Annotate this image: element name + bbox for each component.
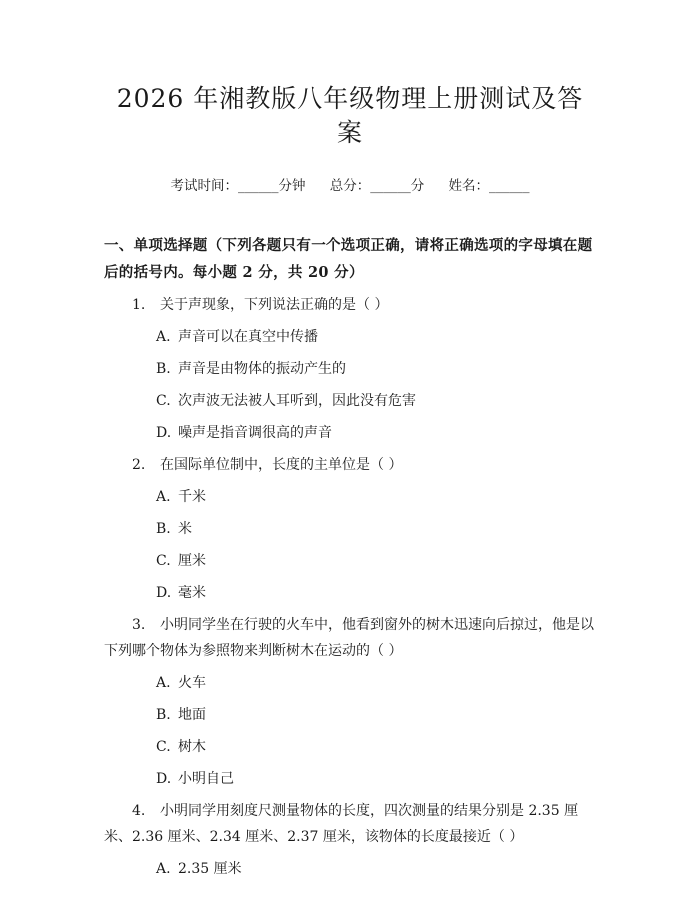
question-stem [104, 612, 596, 664]
question-stem [104, 452, 596, 478]
option-text: 噪声是指音调很高的声音 [178, 425, 332, 441]
option-text: 声音可以在真空中传播 [178, 329, 318, 345]
page-title: 2026 年湘教版八年级物理上册测试及答案 [116, 84, 584, 147]
option-text: 树木 [178, 739, 206, 755]
option-letter: B. [156, 361, 171, 377]
time-label: 考试时间： [170, 178, 238, 194]
option-text: 火车 [178, 675, 206, 691]
question-3 [104, 612, 596, 792]
score-field [330, 176, 425, 196]
option-item [104, 484, 596, 510]
option-item [104, 516, 596, 542]
option-list [104, 856, 596, 882]
question-1 [104, 292, 596, 446]
question-number: 2. [132, 457, 146, 473]
exam-info-line [104, 176, 596, 196]
question-text: 小明同学坐在行驶的火车中，他看到窗外的树木迅速向后掠过，他是以下列哪个物体为参照物来判断树木在运动的（ ） [104, 617, 594, 659]
option-list [104, 670, 596, 792]
option-item [104, 670, 596, 696]
score-unit: 分 [410, 178, 425, 194]
time-unit: 分钟 [278, 178, 306, 194]
option-letter: C. [156, 393, 171, 409]
option-letter: A. [156, 861, 171, 877]
option-text: 千米 [178, 489, 206, 505]
option-text: 地面 [178, 707, 206, 723]
question-text: 关于声现象，下列说法正确的是（ ） [160, 297, 389, 313]
option-letter: D. [156, 585, 172, 601]
question-number: 3. [132, 617, 146, 633]
option-letter: A. [156, 489, 171, 505]
option-text: 米 [178, 521, 192, 537]
question-stem [104, 292, 596, 318]
option-item [104, 580, 596, 606]
name-field [449, 176, 530, 196]
option-text: 小明自己 [178, 771, 234, 787]
question-stem [104, 798, 596, 850]
option-letter: A. [156, 329, 171, 345]
question-2 [104, 452, 596, 606]
option-text: 2.35 厘米 [178, 861, 242, 877]
question-text: 小明同学用刻度尺测量物体的长度，四次测量的结果分别是 2.35 厘米、2.36 厘米、2.34 厘米、2.37 厘米，该物体的长度最接近（ ） [104, 803, 579, 845]
option-item [104, 856, 596, 882]
option-letter: B. [156, 707, 171, 723]
option-item [104, 420, 596, 446]
question-number: 4. [132, 803, 146, 819]
option-letter: B. [156, 521, 171, 537]
option-text: 厘米 [178, 553, 206, 569]
option-text: 次声波无法被人耳听到，因此没有危害 [178, 393, 416, 409]
option-list [104, 324, 596, 446]
question-text: 在国际单位制中，长度的主单位是（ ） [160, 457, 403, 473]
option-list [104, 484, 596, 606]
option-item [104, 702, 596, 728]
option-text: 毫米 [178, 585, 206, 601]
time-field [170, 176, 305, 196]
option-item [104, 324, 596, 350]
option-letter: A. [156, 675, 171, 691]
option-text: 声音是由物体的振动产生的 [178, 361, 346, 377]
option-letter: D. [156, 425, 172, 441]
name-blank: ______ [489, 178, 530, 194]
time-blank: ______ [237, 178, 279, 194]
score-blank: ______ [370, 178, 411, 194]
option-item [104, 548, 596, 574]
option-item [104, 356, 596, 382]
option-item [104, 734, 596, 760]
score-label: 总分： [329, 178, 371, 194]
option-letter: C. [156, 739, 171, 755]
question-number: 1. [132, 297, 146, 313]
question-4 [104, 798, 596, 882]
option-letter: D. [156, 771, 172, 787]
option-letter: C. [156, 553, 171, 569]
option-item [104, 766, 596, 792]
name-label: 姓名： [448, 178, 490, 194]
option-item [104, 388, 596, 414]
section-heading: 一、单项选择题（下列各题只有一个选项正确，请将正确选项的字母填在题后的括号内。每小题 2 分，共 20 分） [104, 237, 593, 281]
